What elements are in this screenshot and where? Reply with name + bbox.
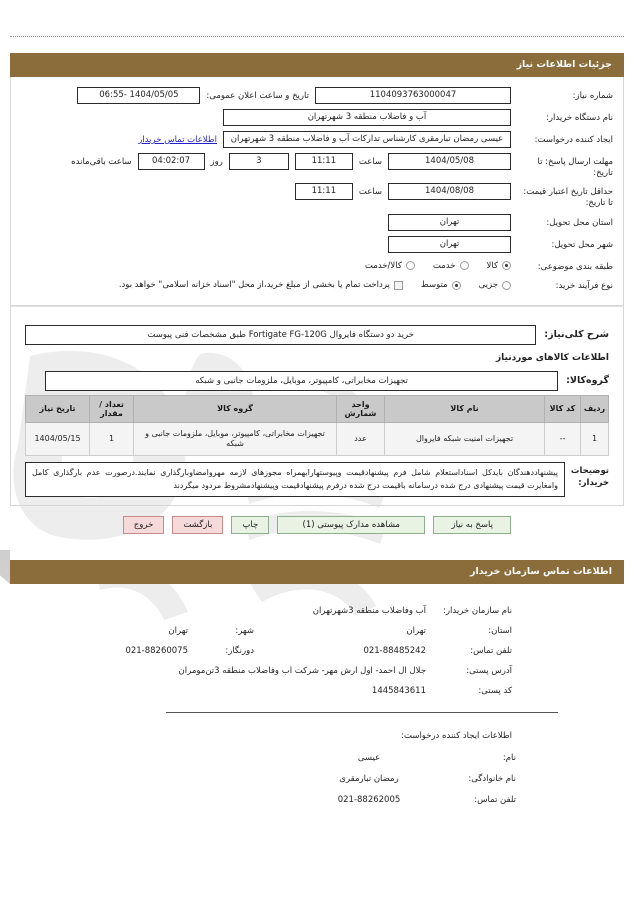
row-org-name xyxy=(10,606,624,616)
org-contact-block xyxy=(10,606,624,696)
page-root xyxy=(0,36,634,805)
deadline-date: 1404/05/08 xyxy=(388,153,511,170)
validity-time-label: ساعت xyxy=(358,187,382,198)
need-number-value: 1104093763000047 xyxy=(315,87,511,104)
contact-divider xyxy=(166,712,558,713)
row-city xyxy=(21,236,613,253)
row-deadline xyxy=(21,153,613,178)
col-code: کد کالا xyxy=(545,395,581,422)
org-city-label: شهر: xyxy=(235,625,254,636)
summary-panel xyxy=(10,306,624,506)
row-validity xyxy=(21,183,613,208)
creator-phone-label: تلفن تماس: xyxy=(474,794,516,805)
process-radio-medium-label: متوسط xyxy=(420,280,448,291)
exit-button[interactable]: خروج xyxy=(123,516,165,534)
city-value: تهران xyxy=(388,236,511,253)
row-org-province-city xyxy=(10,626,624,636)
summary-label: شرح کلی‌نیاز: xyxy=(544,329,609,341)
cell-unit: عدد xyxy=(337,423,385,456)
row-buyer-org xyxy=(21,109,613,126)
org-city-value: تهران xyxy=(168,625,188,636)
days-remaining-value: 3 xyxy=(229,153,289,170)
creator-name-value: عیسی xyxy=(357,752,381,763)
buyer-org-value: آب و فاضلاب منطقه 3 شهرتهران xyxy=(223,109,511,126)
category-radio-goods[interactable] xyxy=(502,261,511,270)
need-number-label: شماره نیاز: xyxy=(572,91,613,101)
top-divider xyxy=(10,36,624,37)
time-remaining-value: 04:02:07 xyxy=(138,153,205,170)
section-title-need-details xyxy=(10,53,624,77)
items-table-head xyxy=(26,395,609,422)
row-org-address xyxy=(10,666,624,676)
category-radio-goods-label: کالا xyxy=(486,260,498,271)
cell-code: -- xyxy=(545,423,581,456)
creator-label: ایجاد کننده درخواست: xyxy=(534,135,613,145)
goods-group-value: تجهیزات مخابراتی، کامپیوتر، موبایل، ملزومات جانبی و شبکه xyxy=(45,371,558,391)
deadline-time: 11:11 xyxy=(295,153,353,170)
category-radio-goods-service[interactable] xyxy=(406,261,415,270)
section-title-buyer-contact-label: اطلاعات تماس سازمان خریدار xyxy=(469,565,612,577)
col-need-date: تاریخ نیاز xyxy=(26,395,90,422)
goods-group-strip xyxy=(25,371,609,391)
cell-need-date: 1404/05/15 xyxy=(26,423,90,456)
row-category xyxy=(21,258,613,273)
treasury-bonds-checkbox[interactable] xyxy=(394,281,403,290)
validity-time: 11:11 xyxy=(295,183,353,200)
category-radio-group xyxy=(351,258,511,271)
validity-date: 1404/08/08 xyxy=(388,183,511,200)
goods-info-heading: اطلاعات کالاهای موردنیاز xyxy=(495,352,609,363)
items-table xyxy=(25,395,609,456)
process-radio-minor[interactable] xyxy=(502,281,511,290)
buyer-notes-text: پیشنهاددهندگان بایدکل اسناداستعلام شامل فرم پیشنهادقیمت وپیوستهارابهمراه مجوزهای لازمه مهروامضاوبارگذاری نمایند.درصورت عدم بارگذاری کامل وامغایرت قیمت پیشنهادی درج شده درسامانه باقیمت درج شده درفرم پیشنهادقیمت وپیشنهادمشروط مردود میگردند xyxy=(25,462,565,497)
cell-row: 1 xyxy=(581,423,609,456)
process-type-label: نوع فرآیند خرید: xyxy=(555,281,613,292)
row-process-type xyxy=(21,277,613,292)
row-org-postal xyxy=(10,686,624,696)
buyer-notes-label: توضیحات خریدار: xyxy=(570,466,609,489)
buyer-contact-link[interactable]: اطلاعات تماس خریدار xyxy=(138,135,217,145)
creator-name-label: نام: xyxy=(502,752,516,763)
org-fax-label: دورنگار: xyxy=(225,645,254,656)
row-creator-family xyxy=(6,774,516,784)
city-label: شهر محل تحویل: xyxy=(551,239,613,250)
need-info-panel xyxy=(10,77,624,306)
row-creator xyxy=(21,131,613,148)
process-radio-medium[interactable] xyxy=(452,281,461,290)
row-org-phone-fax xyxy=(10,646,624,656)
org-postal-value: 1445843611 xyxy=(371,685,426,696)
col-group: گروه کالا xyxy=(134,395,337,422)
category-radio-service-label: خدمت xyxy=(432,260,456,271)
action-buttons xyxy=(6,516,628,534)
creator-phone-value: 021-88262005 xyxy=(337,794,401,805)
deadline-label: مهلت ارسال پاسخ: تا تاریخ: xyxy=(537,157,613,178)
org-phone-value: 021-88485242 xyxy=(363,645,426,656)
process-radio-minor-label: جزیی xyxy=(478,280,498,291)
treasury-bonds-label: پرداخت تمام یا بخشی از مبلغ خرید،از محل "اسناد خزانه اسلامی" خواهد بود. xyxy=(118,280,390,291)
col-qty: تعداد / مقدار xyxy=(90,395,134,422)
items-table-body xyxy=(26,423,609,456)
org-postal-label: کد پستی: xyxy=(478,685,512,696)
col-name: نام کالا xyxy=(385,395,545,422)
process-type-radio-group xyxy=(119,277,511,290)
creator-family-label: نام خانوادگی: xyxy=(468,773,516,784)
row-need-number xyxy=(21,87,613,104)
buyer-org-label: نام دستگاه خریدار: xyxy=(546,113,613,123)
category-label: طبقه بندی موضوعی: xyxy=(537,261,613,272)
respond-to-need-button[interactable]: پاسخ به نیاز xyxy=(433,516,511,534)
creator-contact-block xyxy=(6,753,628,805)
org-name-label: نام سازمان خریدار: xyxy=(443,605,512,616)
time-remaining-label: ساعت باقی‌مانده xyxy=(71,157,132,167)
items-table-wrap xyxy=(25,395,609,456)
section-title-buyer-contact xyxy=(10,560,624,584)
view-attachments-button[interactable]: مشاهده مدارک پیوستی (1) xyxy=(277,516,425,534)
col-unit: واحد شمارش xyxy=(337,395,385,422)
org-address-label: آدرس پستی: xyxy=(466,665,512,676)
table-row xyxy=(26,423,609,456)
org-province-label: استان: xyxy=(488,625,512,636)
summary-strip xyxy=(25,325,609,345)
row-creator-phone xyxy=(6,795,516,805)
category-radio-service[interactable] xyxy=(460,261,469,270)
back-button[interactable]: بازگشت xyxy=(172,516,223,534)
buyer-notes-row xyxy=(25,462,609,497)
org-phone-label: تلفن تماس: xyxy=(470,645,512,656)
org-fax-value: 021-88260075 xyxy=(125,645,188,656)
days-unit-label: روز xyxy=(210,157,223,167)
cell-name: تجهیزات امنیت شبکه فایروال xyxy=(385,423,545,456)
announce-label: تاریخ و ساعت اعلان عمومی: xyxy=(206,91,309,101)
creator-contact-heading: اطلاعات ایجاد کننده درخواست: xyxy=(401,730,512,741)
goods-group-label: گروه‌کالا: xyxy=(566,375,609,387)
announce-value: 1404/05/05 -06:55 xyxy=(77,87,200,104)
org-address-value: جلال ال احمد- اول ارش مهر- شرکت اب وفاضلاب منطقه 3تن‌مو‌مران xyxy=(178,665,426,676)
org-province-value: تهران xyxy=(406,625,426,636)
creator-family-value: رمضان تبارمقری xyxy=(339,773,399,784)
corner-decoration xyxy=(0,550,10,584)
section2-wrap xyxy=(6,560,628,584)
items-table-header-row xyxy=(26,395,609,422)
province-value: تهران xyxy=(388,214,511,231)
print-button[interactable]: چاپ xyxy=(231,516,269,534)
cell-qty: 1 xyxy=(90,423,134,456)
col-row: ردیف xyxy=(581,395,609,422)
cell-group: تجهیزات مخابراتی، کامپیوتر، موبایل، ملزومات جانبی و شبکه xyxy=(134,423,337,456)
section-title-need-details-label: جزئیات اطلاعات نیاز xyxy=(516,59,612,70)
row-province xyxy=(21,214,613,231)
category-radio-goods-service-label: کالا/خدمت xyxy=(364,260,402,271)
creator-value: عیسی رمضان تبارمقری کارشناس تدارکات آب و فاضلاب منطقه 3 شهرتهران xyxy=(223,131,511,148)
org-name-value: آب وفاضلاب منطقه 3شهرتهران xyxy=(312,605,426,616)
province-label: استان محل تحویل: xyxy=(546,217,613,228)
validity-label: حداقل تاریخ اعتبار قیمت: تا تاریخ: xyxy=(523,187,613,208)
deadline-time-label: ساعت xyxy=(358,157,382,167)
summary-value: خرید دو دستگاه فایروال Fortigate FG-120G طبق مشخصات فنی پیوست xyxy=(25,325,536,345)
row-creator-name xyxy=(6,753,516,763)
